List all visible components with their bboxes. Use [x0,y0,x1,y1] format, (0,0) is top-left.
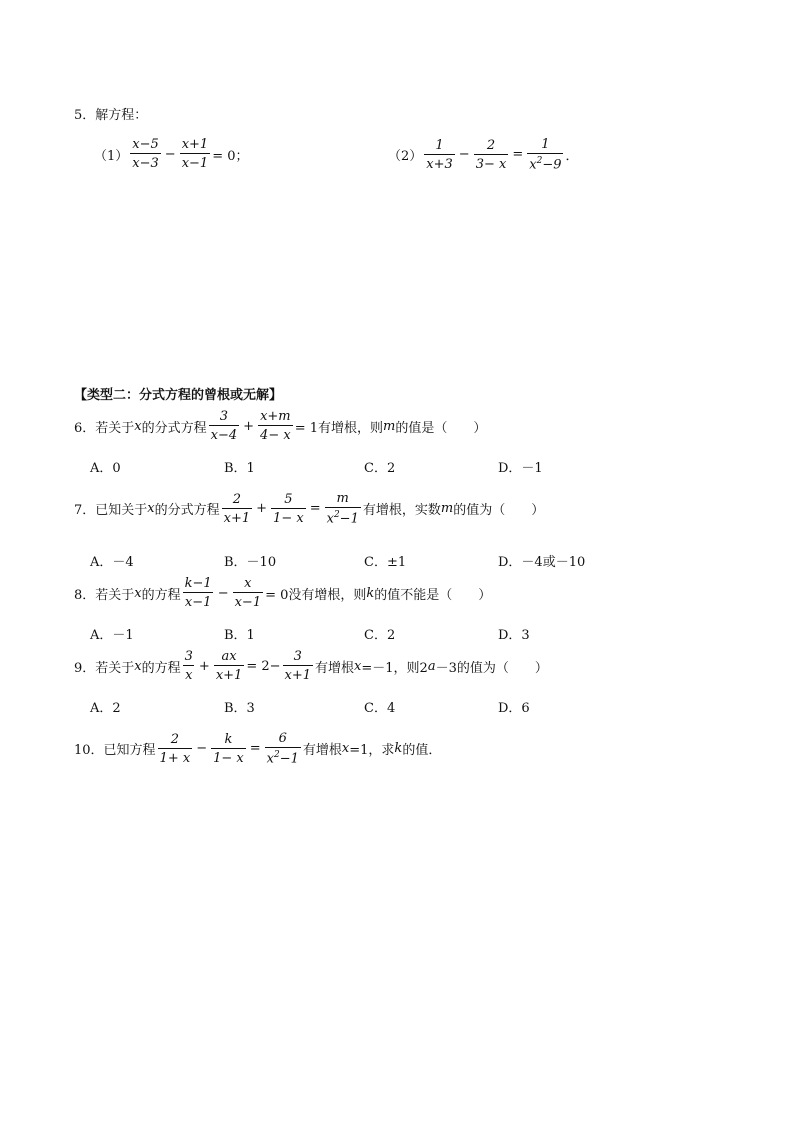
numerator: 2 [486,137,496,153]
q8-pre: 8．若关于 [74,587,135,603]
section-2-title [74,384,282,403]
q5-part1-tail: = 0； [212,148,249,164]
q8-option-c[interactable]: C．2 [364,628,396,643]
denominator: x+1 [222,508,253,525]
q6-eq: = 1有增根，则 [294,420,383,436]
q5-header-text: 5．解方程： [74,108,148,123]
operator: + [198,658,210,674]
operator: = [309,501,321,517]
q5-part2 [388,138,579,171]
q6-pre: 6．若关于 [74,420,135,436]
denominator [527,153,563,171]
q9-var2: x [354,658,362,674]
denominator [265,747,301,765]
den-exponent: 2 [333,510,340,520]
q10-fraction-1 [158,733,193,765]
q9-option-d[interactable]: D．6 [498,701,530,716]
operator: = [249,741,261,757]
q7-option-a[interactable]: A．－4 [90,555,134,570]
denominator: x+1 [283,665,314,682]
q9-var3: a [427,658,436,674]
q9-eq: = 2− [246,658,281,674]
q8-option-b[interactable]: B．1 [224,628,255,643]
q10-post-b: =1，求 [349,743,395,759]
q9-pre: 9．若关于 [74,660,135,676]
q5-part1-label: （1） [94,148,129,164]
q5-part2-fraction-1 [424,139,455,171]
q7-var: x [147,501,155,517]
q7-var2: m [440,501,454,517]
q9-option-c[interactable]: C．4 [364,701,396,716]
q10-stem [74,732,441,765]
q10-post-c: 的值． [402,743,442,759]
q6-var: x [134,418,142,434]
q9-post-b: =－1，则2 [361,660,428,676]
q10-fraction-3 [265,732,301,765]
q5-part2-label: （2） [388,149,423,165]
denominator: x−1 [180,153,211,170]
q9-fraction-2 [214,650,245,682]
q7-option-d[interactable]: D．－4或－10 [498,555,586,570]
numerator: 3 [219,409,229,424]
numerator: 2 [170,731,179,747]
q8-eq: = 0没有增根，则 [265,587,367,603]
numerator: m [336,491,349,506]
q9-option-a[interactable]: A．2 [90,701,121,716]
numerator: x+m [260,409,291,424]
den-exponent: 2 [273,750,280,760]
q6-stem [74,410,486,442]
denominator: x−1 [233,592,264,609]
q9-mid: 的方程 [141,660,181,676]
numerator: 1 [541,137,550,152]
denominator: x−1 [183,592,214,609]
denominator [325,507,361,525]
q6-option-a[interactable]: A．0 [90,461,121,476]
numerator: 2 [232,491,242,507]
den-rest: −1 [339,511,359,527]
numerator: 6 [278,731,287,746]
q5-part1-fraction-1 [130,138,161,170]
denominator: 1− x [211,748,246,765]
numerator: ax [221,649,237,664]
q9-fraction-1 [183,650,195,682]
q6-option-d[interactable]: D．－1 [498,461,543,476]
q7-stem [74,492,544,525]
denominator: 1− x [271,508,306,525]
q8-mid: 的方程 [141,587,181,603]
q10-var: x [341,741,350,757]
den-var: x [266,751,274,767]
q8-fraction-1 [183,577,214,609]
numerator: 5 [284,491,293,507]
denominator: 3− x [474,154,509,171]
q8-stem [74,577,491,609]
operator: − [458,147,470,163]
denominator: x−3 [130,153,161,170]
q7-fraction-2 [271,493,306,525]
q6-option-c[interactable]: C．2 [364,461,396,476]
den-var: x [326,511,334,527]
denominator: x−4 [209,425,240,442]
den-exponent: 2 [536,156,543,166]
numerator: 3 [184,649,193,664]
numerator: 3 [293,649,302,664]
q7-post-b: 的值为（ ） [453,503,545,519]
q5-part2-fraction-2 [474,139,509,171]
q6-var2: m [382,418,396,434]
q5-part1 [94,138,248,170]
q6-post: 的值是（ ） [395,420,487,436]
section-2-title-text: 【类型二：分式方程的曾根或无解】 [74,388,283,403]
operator: − [217,585,229,601]
operator: + [256,501,268,517]
q10-var2: k [394,741,403,757]
q8-fraction-2 [233,577,264,609]
q9-var: x [134,658,142,674]
q8-option-d[interactable]: D．3 [498,628,530,643]
q5-part2-tail: ． [565,149,579,165]
q6-mid: 的分式方程 [141,420,207,436]
numerator: x+1 [181,137,209,152]
q5-part1-fraction-2 [180,138,211,170]
q5-header [74,104,147,123]
operator: + [243,418,255,434]
q9-post-c: －3的值为（ ） [435,660,548,676]
numerator: k−1 [184,576,212,591]
q8-var: x [134,585,142,601]
q9-fraction-3 [283,650,314,682]
q5-part2-fraction-3 [527,138,563,171]
q9-post-a: 有增根 [315,660,355,676]
q6-option-b[interactable]: B．1 [224,461,255,476]
q6-fraction-1 [209,410,240,442]
q10-fraction-2 [211,733,246,765]
q9-stem [74,650,548,682]
q8-var2: k [366,585,375,601]
den-rest: −1 [279,751,299,767]
q10-pre: 10．已知方程 [74,743,156,759]
q7-option-c[interactable]: C．±1 [364,555,407,570]
q8-post: 的值不能是（ ） [374,587,492,603]
q10-post-a: 有增根 [302,743,342,759]
q7-mid: 的分式方程 [154,503,220,519]
den-rest: −9 [542,157,562,173]
q9-option-b[interactable]: B．3 [224,701,255,716]
q8-option-a[interactable]: A．－1 [90,628,134,643]
q7-post-a: 有增根，实数 [362,503,441,519]
numerator: k [224,731,233,747]
denominator: 1+ x [158,748,193,765]
denominator: x+1 [214,665,245,682]
operator: − [164,146,176,162]
q7-pre: 7．已知关于 [74,503,148,519]
operator: = [512,147,524,163]
den-var: x [529,157,537,173]
denominator: x [183,665,194,682]
q7-fraction-3 [325,492,361,525]
numerator: 1 [435,137,444,153]
denominator: 4− x [258,425,293,442]
numerator: x [244,576,252,591]
q7-fraction-1 [222,493,253,525]
q6-fraction-2 [258,410,293,442]
q7-option-b[interactable]: B．－10 [224,555,277,570]
denominator: x+3 [424,154,455,171]
operator: − [196,741,208,757]
numerator: x−5 [132,137,159,152]
